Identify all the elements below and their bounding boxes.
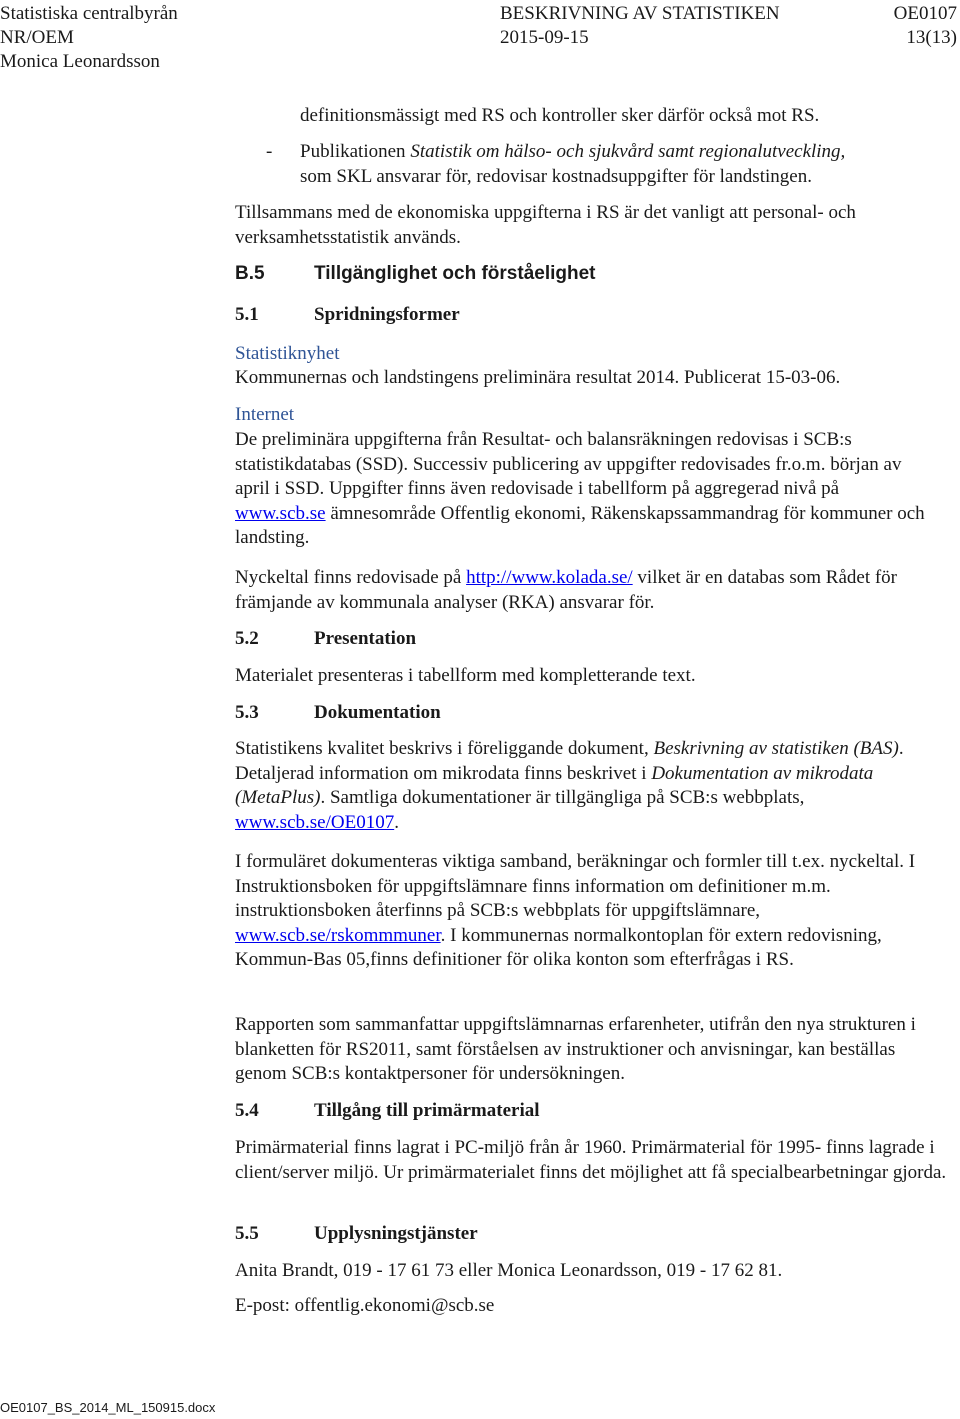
- internet-text-a: De preliminära uppgifterna från Resultat- och balansräkningen redovisas i SCB:s statistikdatabas (SSD). Successiv publicering av uppgifter redovisades fr.o.m. början av april i SSD. Uppgifter finns även redovisade i tabellform på aggregerad nivå på: [235, 429, 902, 500]
- page-header: [0, 0, 960, 80]
- internet-paragraph: [235, 428, 925, 551]
- bullet-publication-title: Statistik om hälso- och sjukvård samt regionalutveckling,: [410, 141, 846, 162]
- section-title: Dokumentation: [314, 702, 441, 723]
- section-51-heading: [235, 303, 460, 327]
- bullet-item: [300, 140, 950, 189]
- subheading-statistiknyhet: Statistiknyhet: [235, 343, 340, 364]
- header-author: Monica Leonardsson: [0, 51, 160, 72]
- section-number: 5.3: [235, 702, 259, 723]
- rskommuner-link[interactable]: www.scb.se/rskommmuner: [235, 924, 441, 946]
- internet-text-b: ämnesområde Offentlig ekonomi, Räkenskapssammandrag för kommuner och landsting.: [235, 502, 925, 549]
- section-title: Tillgänglighet och förståelighet: [314, 263, 596, 284]
- documentation-paragraph-1: [235, 737, 957, 835]
- doc-title-bas: Beskrivning av statistiken (BAS): [653, 738, 899, 759]
- doc2-text-b: . I kommunernas normalkontoplan för extern redovisning, Kommun-Bas 05,finns definitioner för olika konton som efterfrågas i RS.: [235, 924, 882, 971]
- section-53-heading: [235, 701, 441, 725]
- bullet-text-pre: Publikationen: [300, 141, 411, 162]
- section-55-heading: [235, 1222, 478, 1246]
- doc-text-b: . Detaljerad information om mikrodata finns beskrivet i: [235, 738, 904, 784]
- doc2-text-a: I formuläret dokumenteras viktiga samband, beräkningar och formler till t.ex. nyckeltal. I Instruktionsboken för uppgiftslämnare finns information om definitioner m.m. instruktionsboken återfinns på SCB:s webbplats för uppgiftslämnare,: [235, 851, 916, 922]
- doc-text-c: . Samtliga dokumentationer är tillgängliga på SCB:s webbplats,: [320, 787, 805, 809]
- subheading-internet: Internet: [235, 404, 295, 425]
- header-doc-id: OE0107: [893, 3, 957, 24]
- bullet-text-cont: som SKL ansvarar för, redovisar kostnadsuppgifter för landstingen.: [300, 165, 812, 187]
- bullet-dash: -: [266, 141, 273, 162]
- doc-title-metaplus: Dokumentation av mikrodata (MetaPlus): [235, 762, 874, 809]
- header-dept: NR/OEM: [0, 27, 74, 48]
- section-number: 5.2: [235, 628, 259, 649]
- presentation-text: Materialet presenteras i tabellform med kompletterande text.: [235, 665, 696, 686]
- kolada-paragraph: [235, 566, 925, 615]
- doc-text-d: .: [394, 811, 399, 833]
- section-b5-heading: [235, 262, 596, 286]
- kolada-text-b: vilket är en databas som Rådet för främjande av kommunala analyser (RKA) ansvarar för.: [235, 567, 898, 613]
- documentation-paragraph-2: [235, 850, 950, 973]
- scb-oe0107-link[interactable]: www.scb.se/OE0107: [235, 811, 395, 833]
- scb-link[interactable]: www.scb.se: [235, 502, 326, 524]
- kolada-link[interactable]: http://www.kolada.se/: [466, 567, 633, 588]
- section-title: Spridningsformer: [314, 304, 460, 325]
- section-number: 5.4: [235, 1100, 259, 1121]
- section-title: Presentation: [314, 628, 417, 649]
- contacts-text: Anita Brandt, 019 - 17 61 73 eller Monica Leonardsson, 019 - 17 62 81.: [235, 1260, 783, 1281]
- statistiknyhet-text: Kommunernas och landstingens preliminära resultat 2014. Publicerat 15-03-06.: [235, 367, 841, 388]
- section-54-heading: [235, 1099, 540, 1123]
- section-title: Upplysningstjänster: [314, 1223, 478, 1244]
- primary-material-text: Primärmaterial finns lagrat i PC-miljö från år 1960. Primärmaterial för 1995- finns lagrade i client/server miljö. Ur primärmaterialet finns det möjlighet att få specialbearbetningar gjorda.: [235, 1137, 947, 1183]
- header-page-number: 13(13): [906, 27, 957, 48]
- section-title: Tillgång till primärmaterial: [314, 1100, 540, 1121]
- section-number: B.5: [235, 263, 265, 284]
- section-number: 5.5: [235, 1223, 259, 1244]
- intro-line: definitionsmässigt med RS och kontroller sker därför också mot RS.: [300, 105, 820, 126]
- section-52-heading: [235, 627, 416, 651]
- doc-text-a: Statistikens kvalitet beskrivs i föreliggande dokument,: [235, 738, 654, 759]
- header-doc-type: BESKRIVNING AV STATISTIKEN: [500, 3, 780, 24]
- header-date: 2015-09-15: [500, 27, 589, 48]
- email-text: E-post: offentlig.ekonomi@scb.se: [235, 1295, 495, 1316]
- intro-paragraph: Tillsammans med de ekonomiska uppgifterna i RS är det vanligt att personal- och verksamhetsstatistik används.: [235, 202, 856, 248]
- kolada-text-a: Nyckeltal finns redovisade på: [235, 567, 467, 588]
- section-number: 5.1: [235, 304, 259, 325]
- footer-filename: OE0107_BS_2014_ML_150915.docx: [0, 1400, 216, 1415]
- header-org: Statistiska centralbyrån: [0, 3, 178, 24]
- documentation-paragraph-3: Rapporten som sammanfattar uppgiftslämnarnas erfarenheter, utifrån den nya strukturen i blanketten för RS2011, samt förståelsen av instruktioner och anvisningar, kan beställas genom SCB:s kontaktpersoner för undersökningen.: [235, 1014, 916, 1085]
